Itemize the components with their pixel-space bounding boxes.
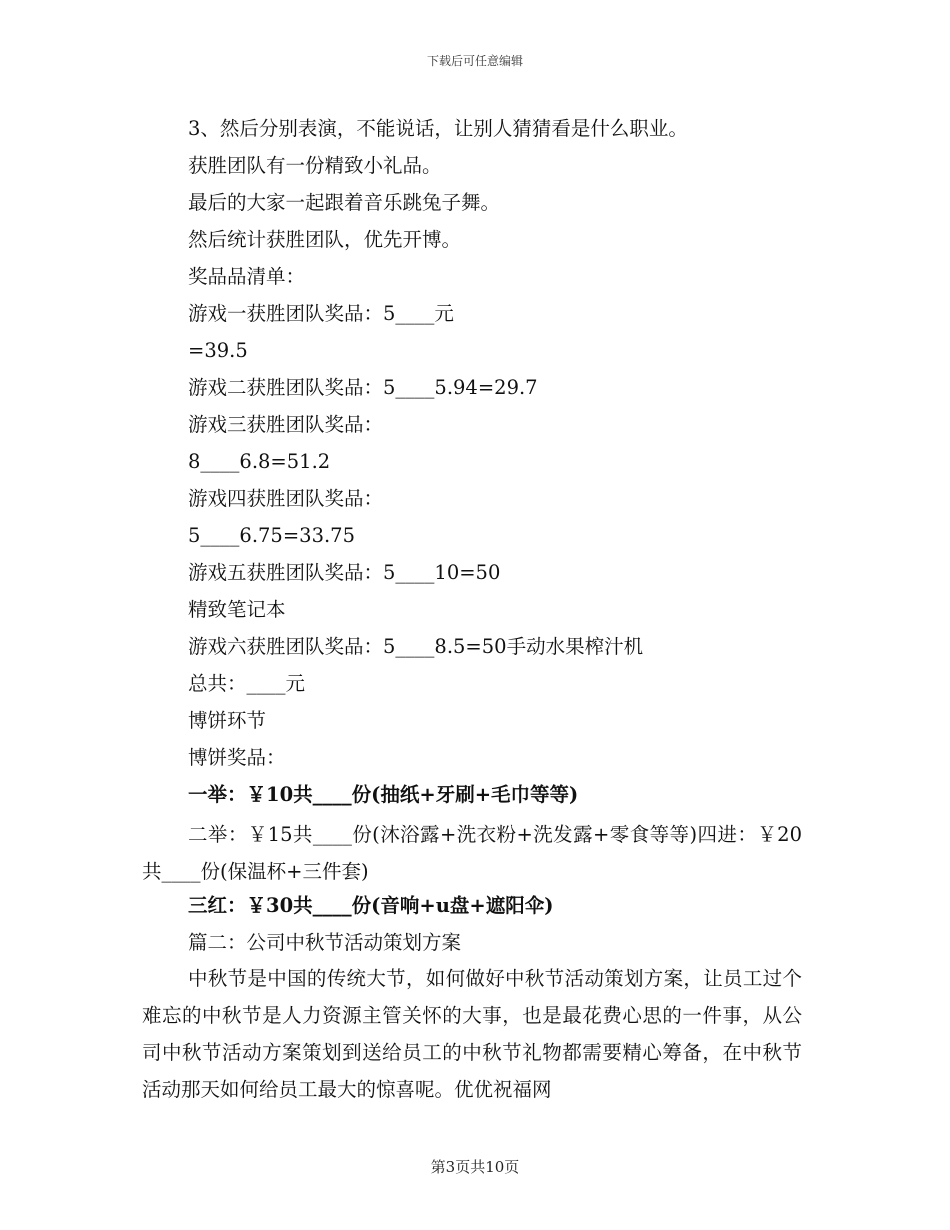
text-line: 游戏一获胜团队奖品：5____元 — [188, 302, 454, 325]
text-line: 游戏四获胜团队奖品： — [188, 487, 384, 510]
page-footer: 第3页共10页 — [430, 1158, 520, 1176]
text-line: 游戏五获胜团队奖品：5____10=50 — [188, 561, 501, 584]
text-line: 奖品品清单： — [188, 265, 306, 288]
text-line: 游戏二获胜团队奖品：5____5.94=29.7 — [188, 376, 538, 399]
page-header: 下载后可任意编辑 — [426, 54, 523, 68]
line-pian2-title: 篇二：公司中秋节活动策划方案 — [188, 931, 462, 954]
line-sanhong: 三红：￥30共____份(音响+u盘+遮阳伞) — [188, 894, 554, 917]
text-line: 精致笔记本 — [188, 598, 286, 621]
text-line: 获胜团队有一份精致小礼品。 — [188, 154, 442, 177]
text-line: 5____6.75=33.75 — [188, 524, 355, 547]
text-line: 然后统计获胜团队，优先开博。 — [188, 228, 462, 251]
text-line: 最后的大家一起跟着音乐跳兔子舞。 — [188, 191, 501, 214]
text-line: 一举：￥10共____份(抽纸+牙刷+毛巾等等) — [188, 783, 579, 806]
text-line: 3、然后分别表演，不能说话，让别人猜猜看是什么职业。 — [188, 117, 688, 140]
text-line: 博饼奖品： — [188, 746, 286, 769]
text-line: 总共：____元 — [188, 672, 306, 695]
paragraph-erju: 二举：￥15共____份(沐浴露+洗衣粉+洗发露+零食等等)四进：￥20共____份(保温杯+三件套) — [142, 823, 802, 883]
text-line: 游戏六获胜团队奖品：5____8.5=50手动水果榨汁机 — [188, 635, 644, 658]
text-line: =39.5 — [188, 339, 248, 362]
text-line: 游戏三获胜团队奖品： — [188, 413, 384, 436]
text-line: 博饼环节 — [188, 709, 267, 732]
paragraph-main: 中秋节是中国的传统大节，如何做好中秋节活动策划方案，让员工过个难忘的中秋节是人力资源主管关怀的大事，也是最花费心思的一件事，从公司中秋节活动方案策划到送给员工的中秋节礼物都需要精心筹备，在中秋节活动那天如何给员工最大的惊喜呢。优优祝福网 — [142, 967, 802, 1101]
text-line: 8____6.8=51.2 — [188, 450, 331, 473]
